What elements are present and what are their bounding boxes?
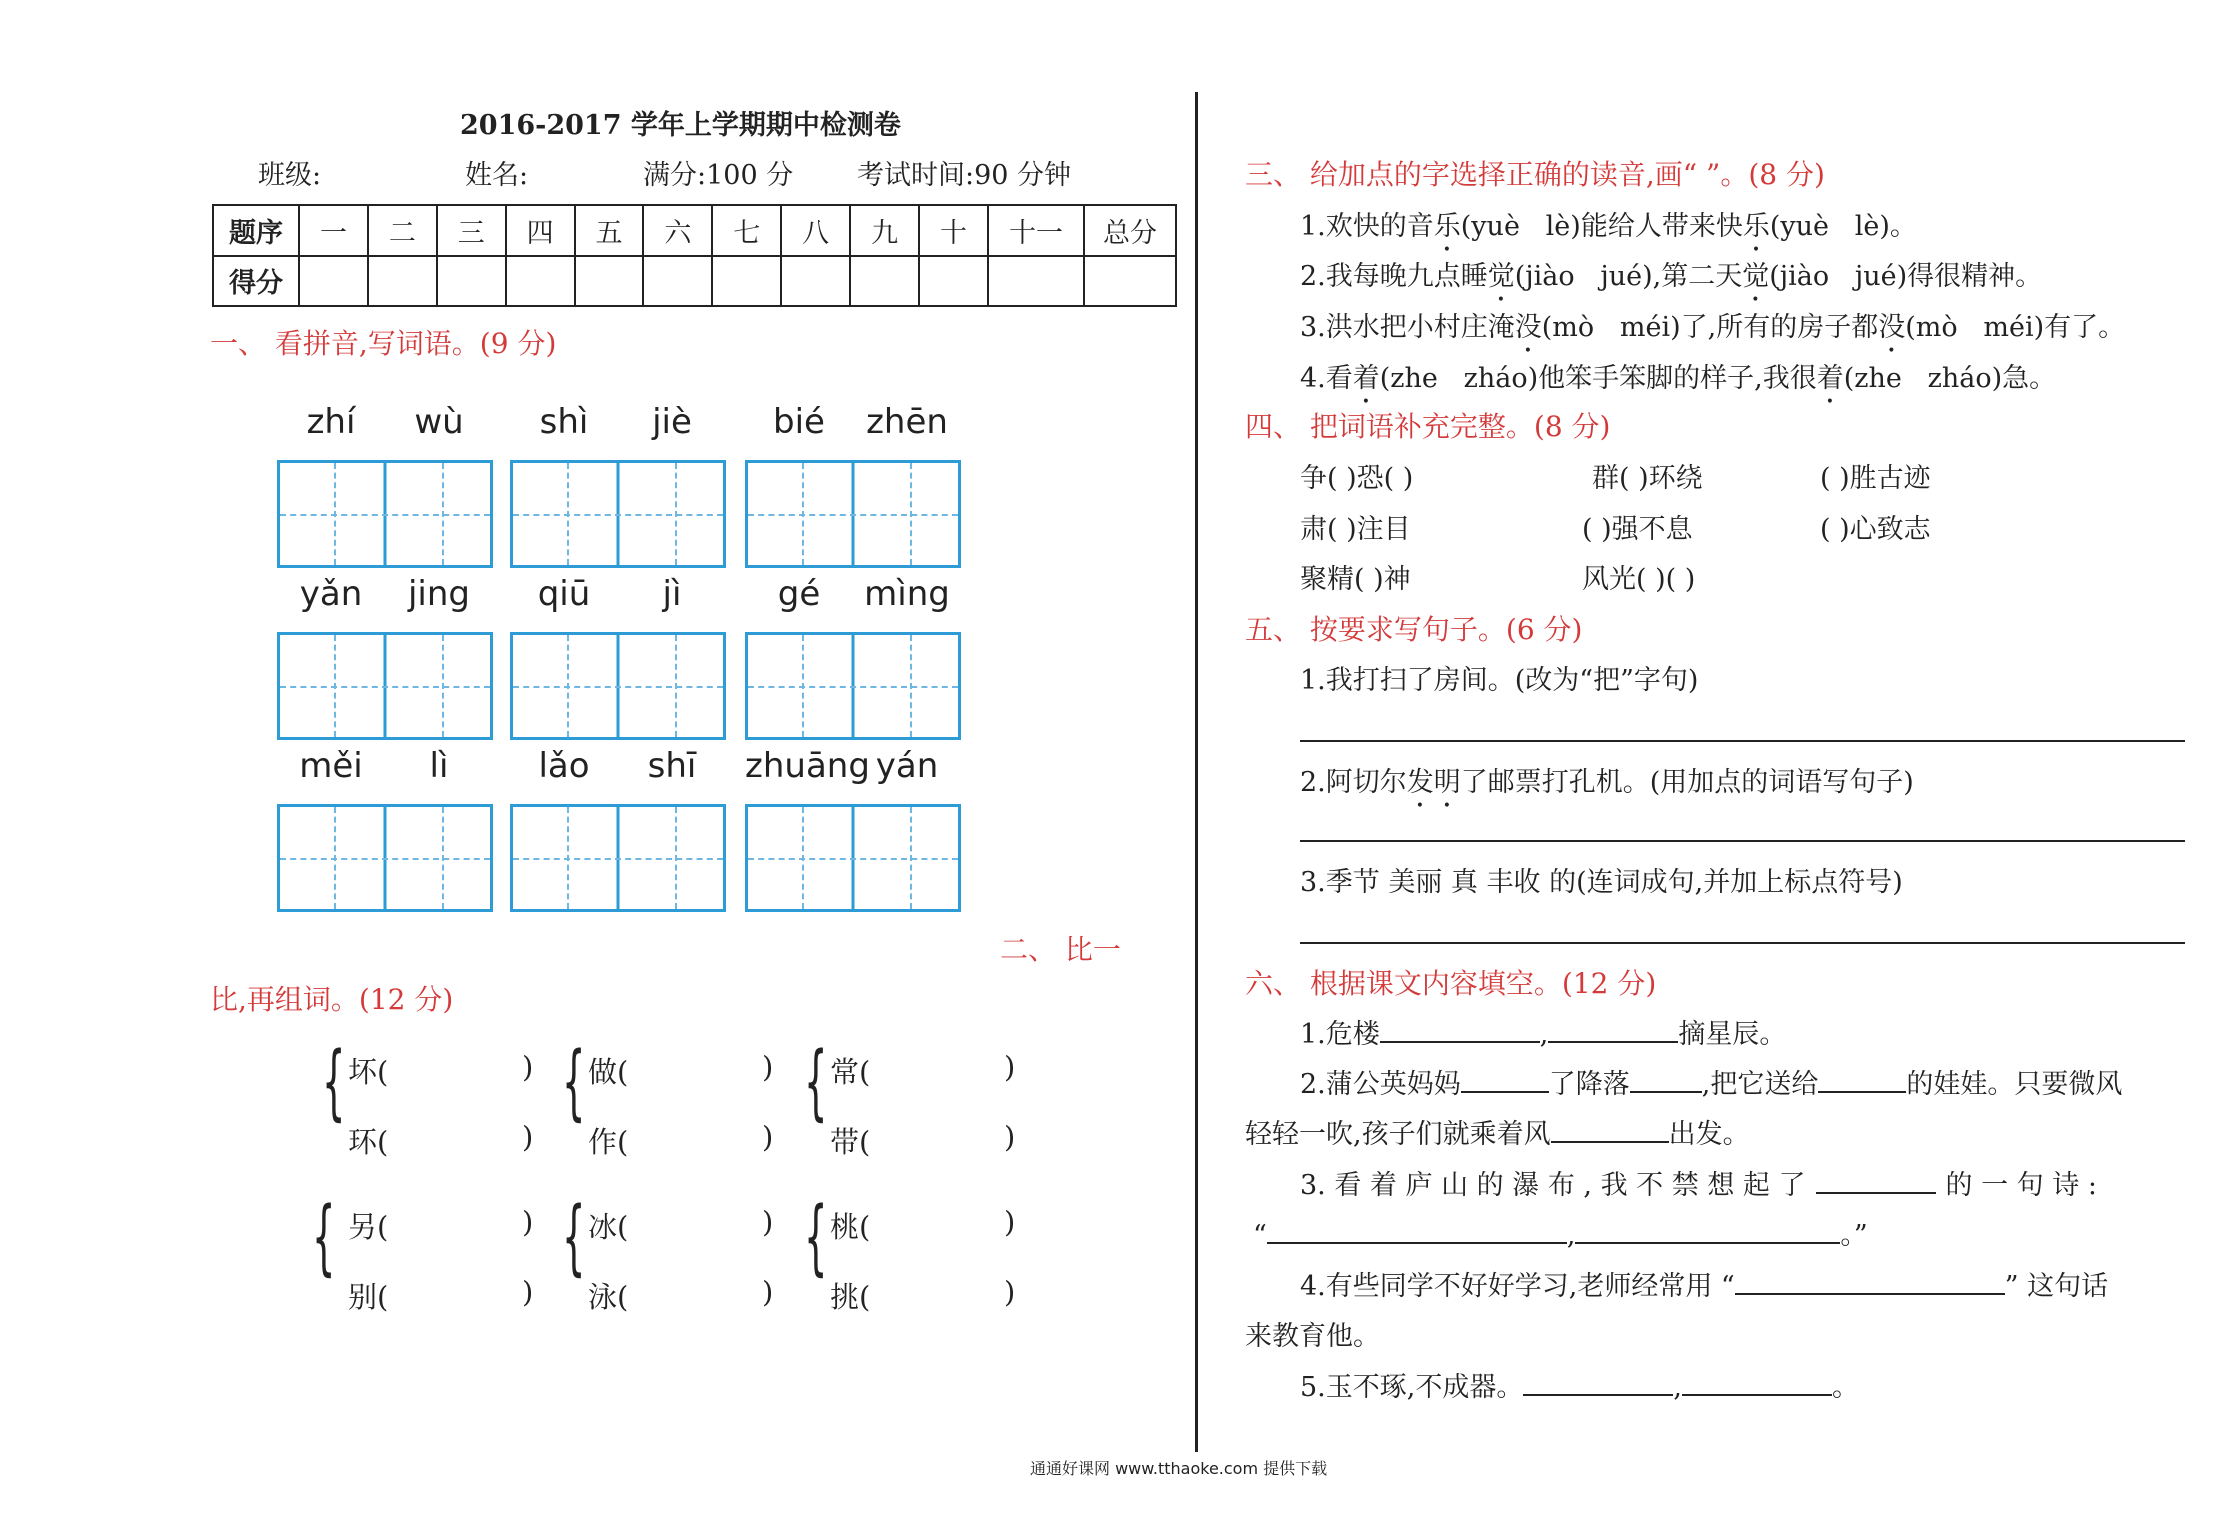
- idiom-fill[interactable]: ( )胜古迹: [1820, 463, 1931, 494]
- page-title: 2016-2017 学年上学期期中检测卷: [460, 110, 901, 141]
- score-col: 一: [299, 205, 368, 256]
- name-label: 姓名:: [465, 160, 529, 191]
- writing-grid[interactable]: [277, 460, 493, 568]
- score-cell[interactable]: [919, 256, 988, 307]
- pinyin-label: jiè: [652, 402, 692, 442]
- score-cell[interactable]: [643, 256, 712, 307]
- score-col: 十: [919, 205, 988, 256]
- brace-icon: {: [562, 1190, 586, 1285]
- grid-guide: [513, 514, 723, 516]
- pinyin-label: lǎo: [538, 746, 590, 786]
- text: 。”: [1840, 1220, 1868, 1251]
- blank[interactable]: [1735, 1267, 2005, 1295]
- blank[interactable]: [1818, 1065, 1906, 1093]
- score-col: 总分: [1084, 205, 1176, 256]
- writing-grid[interactable]: [277, 804, 493, 912]
- blank[interactable]: [1267, 1216, 1567, 1244]
- blank[interactable]: [1548, 1015, 1678, 1043]
- grid-guide: [748, 686, 958, 688]
- pinyin-label: měi: [299, 746, 363, 786]
- text: 了降落: [1548, 1069, 1630, 1100]
- brace-icon: {: [804, 1190, 828, 1285]
- compare-word[interactable]: 别(: [348, 1280, 389, 1314]
- pinyin-label: lì: [429, 746, 449, 786]
- compare-word[interactable]: 作(: [588, 1125, 629, 1159]
- compare-word[interactable]: 坏(: [348, 1055, 389, 1089]
- score-cell[interactable]: [368, 256, 437, 307]
- score-cell[interactable]: [299, 256, 368, 307]
- idiom-fill[interactable]: 争( )恐( ): [1300, 463, 1414, 494]
- grid-guide: [748, 514, 958, 516]
- writing-grid[interactable]: [510, 804, 726, 912]
- score-table-header-row: [213, 205, 1176, 256]
- section4-title: 四、 把词语补充完整。(8 分): [1245, 410, 1611, 443]
- section2-title-part2: 比,再组词。(12 分): [210, 983, 454, 1016]
- exam-time: 考试时间:90 分钟: [857, 160, 1072, 191]
- compare-word[interactable]: 常(: [830, 1055, 871, 1089]
- score-col: 六: [643, 205, 712, 256]
- compare-word[interactable]: 另(: [348, 1210, 389, 1244]
- pinyin-label: shī: [647, 746, 697, 786]
- writing-grid[interactable]: [745, 632, 961, 740]
- section6-title: 六、 根据课文内容填空。(12 分): [1245, 967, 1657, 1000]
- section2-title-part1: 二、 比一: [1000, 933, 1121, 966]
- text: 3. 看 着 庐 山 的 瀑 布 , 我 不 禁 想 起 了: [1300, 1170, 1806, 1201]
- answer-line[interactable]: [1300, 942, 2185, 944]
- grid-guide: [280, 686, 490, 688]
- text: 轻轻一吹,孩子们就乘着风: [1245, 1119, 1551, 1150]
- section6-item-2b: [1245, 1112, 1750, 1151]
- section6-item-4b: 来教育他。: [1245, 1321, 1380, 1352]
- text: ,把它送给: [1701, 1069, 1819, 1100]
- writing-grid[interactable]: [510, 632, 726, 740]
- section5-item-2: 2.阿切尔发明了邮票打孔机。(用加点的词语写句子): [1300, 767, 1914, 798]
- blank[interactable]: [1523, 1368, 1673, 1396]
- pinyin-label: jing: [407, 574, 471, 614]
- section3-item-3: 3.洪水把小村庄淹没(mò méi)了,所有的房子都没(mò méi)有了。: [1300, 312, 2126, 343]
- pinyin-label: bié: [773, 402, 825, 442]
- blank[interactable]: [1682, 1368, 1832, 1396]
- pinyin-label: shì: [539, 402, 589, 442]
- text: 1.危楼: [1300, 1019, 1380, 1050]
- brace-icon: {: [804, 1035, 828, 1130]
- idiom-fill[interactable]: 风光( )( ): [1582, 564, 1696, 595]
- text: 摘星辰。: [1678, 1019, 1787, 1050]
- score-table: [212, 204, 1177, 307]
- score-cell[interactable]: [1084, 256, 1176, 307]
- blank[interactable]: [1461, 1065, 1549, 1093]
- compare-word[interactable]: 冰(: [588, 1210, 629, 1244]
- grid-guide: [748, 858, 958, 860]
- text: 的 一 句 诗 :: [1945, 1170, 2097, 1201]
- full-score: 满分:100 分: [643, 160, 794, 191]
- compare-word[interactable]: 带(: [830, 1125, 871, 1159]
- score-cell[interactable]: [437, 256, 506, 307]
- compare-word[interactable]: 做(: [588, 1055, 629, 1089]
- blank[interactable]: [1551, 1115, 1669, 1143]
- text: ” 这句话: [2004, 1271, 2109, 1302]
- score-col: 二: [368, 205, 437, 256]
- close-paren: ): [522, 1120, 534, 1154]
- score-col: 三: [437, 205, 506, 256]
- text: ,: [1673, 1372, 1682, 1403]
- score-col: 五: [575, 205, 644, 256]
- score-col: 十一: [988, 205, 1084, 256]
- pinyin-label: mìng: [864, 574, 950, 614]
- writing-grid[interactable]: [510, 460, 726, 568]
- pinyin-label: yǎn: [299, 574, 363, 614]
- idiom-fill[interactable]: 肃( )注目: [1300, 514, 1411, 545]
- close-paren: ): [522, 1050, 534, 1084]
- writing-grid[interactable]: [277, 632, 493, 740]
- pinyin-label: jì: [662, 574, 682, 614]
- section6-item-2a: [1300, 1062, 2122, 1101]
- section3-item-2: 2.我每晚九点睡觉(jiào jué),第二天觉(jiào jué)得很精神。: [1300, 261, 2043, 292]
- score-cell[interactable]: [850, 256, 919, 307]
- column-divider: [1195, 92, 1198, 1452]
- blank[interactable]: [1575, 1216, 1840, 1244]
- pinyin-label: zhēn: [866, 402, 948, 442]
- score-cell[interactable]: [988, 256, 1084, 307]
- score-cell[interactable]: [575, 256, 644, 307]
- pinyin-label: gé: [777, 574, 821, 614]
- blank[interactable]: [1816, 1166, 1936, 1194]
- section6-item-5: [1300, 1365, 1859, 1404]
- section1-title: 一、 看拼音,写词语。(9 分): [210, 327, 557, 360]
- score-cell[interactable]: [506, 256, 575, 307]
- writing-grid[interactable]: [745, 460, 961, 568]
- section3-item-1: 1.欢快的音乐(yuè lè)能给人带来快乐(yuè lè)。: [1300, 211, 1917, 242]
- close-paren: ): [1004, 1120, 1016, 1154]
- section6-item-4a: [1300, 1264, 2108, 1303]
- close-paren: ): [522, 1205, 534, 1239]
- section5-item-1: 1.我打扫了房间。(改为“把”字句): [1300, 665, 1699, 696]
- section6-item-3a: [1300, 1163, 2097, 1202]
- score-cell[interactable]: [781, 256, 850, 307]
- section3-item-4: 4.看着(zhe zháo)他笨手笨脚的样子,我很着(zhe zháo)急。: [1300, 363, 2057, 394]
- text: 4.有些同学不好好学习,老师经常用 “: [1300, 1271, 1735, 1302]
- section6-item-3b: [1253, 1213, 1868, 1252]
- close-paren: ): [762, 1275, 774, 1309]
- close-paren: ): [762, 1205, 774, 1239]
- text: 2.蒲公英妈妈: [1300, 1069, 1461, 1100]
- answer-line[interactable]: [1300, 740, 2185, 742]
- brace-icon: {: [322, 1035, 346, 1130]
- pinyin-label: zhuāng: [745, 746, 870, 786]
- section5-title: 五、 按要求写句子。(6 分): [1245, 613, 1583, 646]
- idiom-fill[interactable]: ( )心致志: [1820, 514, 1931, 545]
- score-row-label: 得分: [213, 256, 299, 307]
- text: ,: [1566, 1220, 1576, 1251]
- text: ,: [1539, 1019, 1549, 1050]
- close-paren: ): [1004, 1050, 1016, 1084]
- score-col: 九: [850, 205, 919, 256]
- close-paren: ): [1004, 1275, 1016, 1309]
- compare-word[interactable]: 泳(: [588, 1280, 629, 1314]
- compare-word[interactable]: 环(: [348, 1125, 389, 1159]
- close-paren: ): [762, 1120, 774, 1154]
- compare-word[interactable]: 桃(: [830, 1210, 871, 1244]
- blank[interactable]: [1380, 1015, 1540, 1043]
- pinyin-label: zhí: [306, 402, 356, 442]
- score-col: 七: [712, 205, 781, 256]
- idiom-fill[interactable]: ( )强不息: [1582, 514, 1693, 545]
- idiom-fill[interactable]: 群( )环绕: [1592, 463, 1703, 494]
- grid-guide: [513, 686, 723, 688]
- brace-icon: {: [312, 1190, 336, 1285]
- score-table-score-row: [213, 256, 1176, 307]
- answer-line[interactable]: [1300, 840, 2185, 842]
- text: 的娃娃。只要微风: [1906, 1069, 2123, 1100]
- section3-title: 三、 给加点的字选择正确的读音,画“ ”。(8 分): [1245, 158, 1825, 191]
- score-col: 四: [506, 205, 575, 256]
- footer-source: 通通好课网 www.tthaoke.com 提供下载: [1030, 1459, 1328, 1478]
- idiom-fill[interactable]: 聚精( )神: [1300, 564, 1411, 595]
- score-col: 八: [781, 205, 850, 256]
- section6-item-1: [1300, 1012, 1786, 1051]
- brace-icon: {: [562, 1035, 586, 1130]
- grid-guide: [513, 858, 723, 860]
- compare-word[interactable]: 挑(: [830, 1280, 871, 1314]
- close-paren: ): [762, 1050, 774, 1084]
- writing-grid[interactable]: [745, 804, 961, 912]
- text: “: [1253, 1220, 1267, 1251]
- text: 5.玉不琢,不成器。: [1300, 1372, 1524, 1403]
- close-paren: ): [1004, 1205, 1016, 1239]
- grid-guide: [280, 514, 490, 516]
- class-label: 班级:: [258, 160, 322, 191]
- pinyin-label: yán: [875, 746, 939, 786]
- pinyin-label: qiū: [537, 574, 591, 614]
- score-row-label: 题序: [213, 205, 299, 256]
- pinyin-label: wù: [414, 402, 464, 442]
- score-cell[interactable]: [712, 256, 781, 307]
- section5-item-3: 3.季节 美丽 真 丰收 的(连词成句,并加上标点符号): [1300, 867, 1903, 898]
- blank[interactable]: [1630, 1065, 1702, 1093]
- grid-guide: [280, 858, 490, 860]
- close-paren: ): [522, 1275, 534, 1309]
- text: 。: [1831, 1372, 1859, 1403]
- text: 出发。: [1668, 1119, 1750, 1150]
